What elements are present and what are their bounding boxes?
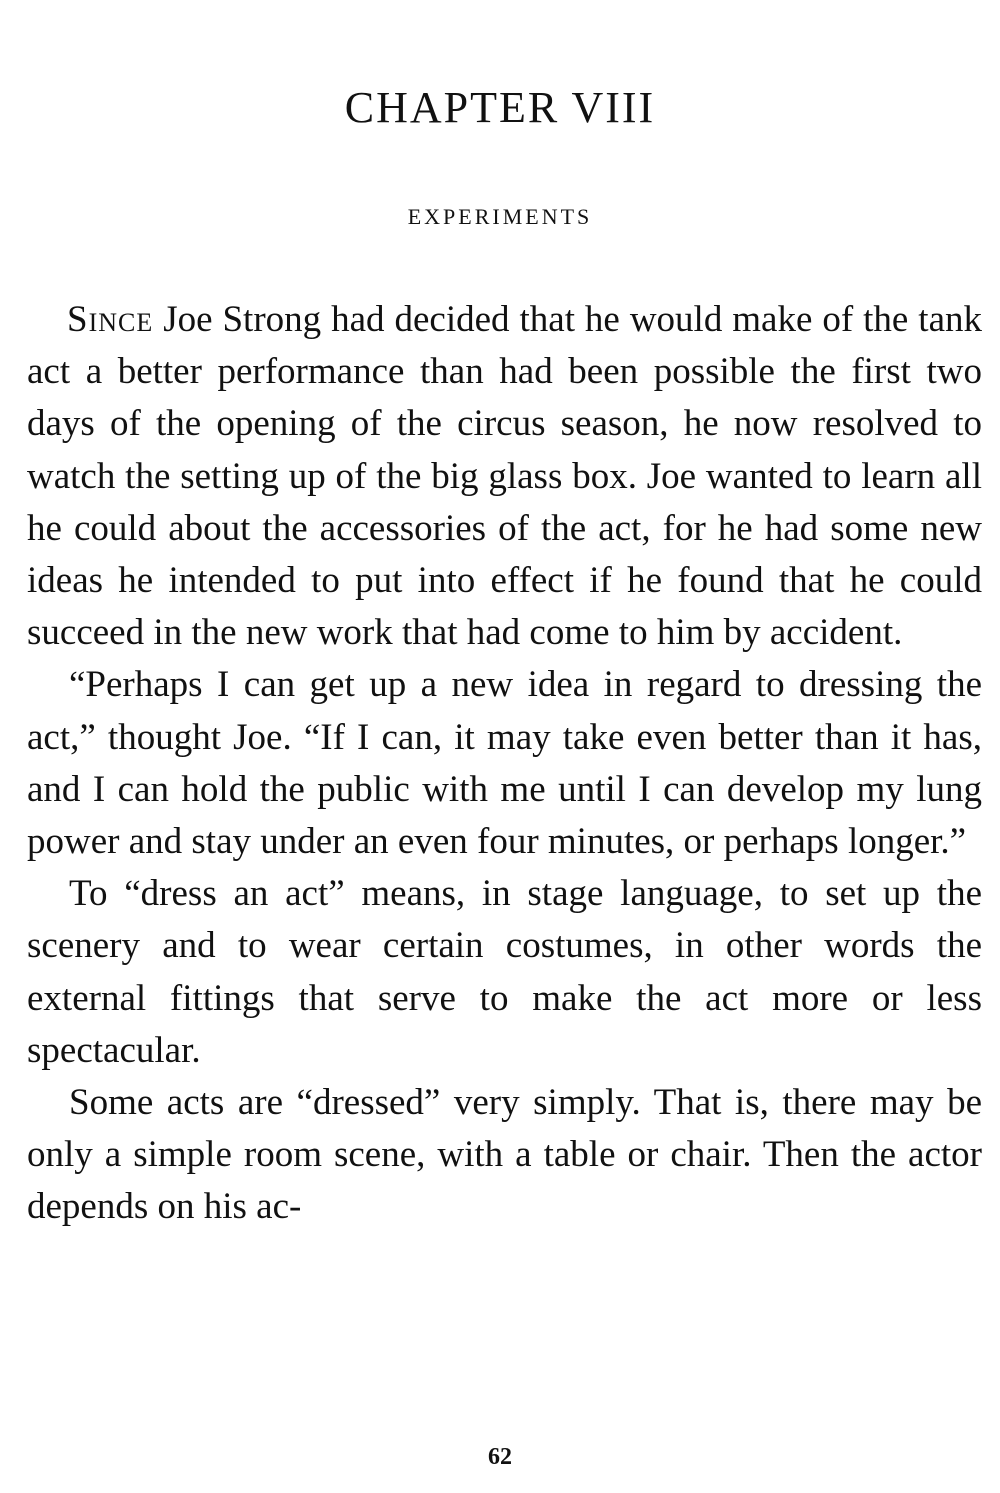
- chapter-title: CHAPTER VIII: [344, 83, 656, 132]
- chapter-subtitle: EXPERIMENTS: [407, 204, 593, 229]
- paragraph: [27, 294, 982, 659]
- page-number: 62: [488, 1444, 512, 1470]
- paragraph-text: Joe Strong had decided that he would make of the tank act a better performance than had been possible the first two days of the opening of the circus season, he now resolved to watch the setting up of the big glass box. Joe wanted to learn all he could about the accessories of the act, for he had some new ideas he intended to put into effect if he found that he could succeed in the new work that had come to him by accident.: [27, 299, 982, 654]
- paragraph: To “dress an act” means, in stage language, to set up the scenery and to wear certain costumes, in other words the external fittings that serve to make the act more or less spectacular.: [27, 873, 982, 1071]
- body-text: [27, 294, 982, 1234]
- paragraph: Some acts are “dressed” very simply. That is, there may be only a simple room scene, with a table or chair. Then the actor depends on his ac-: [27, 1082, 982, 1228]
- paragraph: “Perhaps I can get up a new idea in regard to dressing the act,” thought Joe. “If I can, it may take even better than it has, and I can hold the public with me until I can develop my lung power and stay under an even four minutes, or perhaps longer.”: [27, 664, 982, 863]
- paragraph-lead-word: Since: [67, 299, 154, 340]
